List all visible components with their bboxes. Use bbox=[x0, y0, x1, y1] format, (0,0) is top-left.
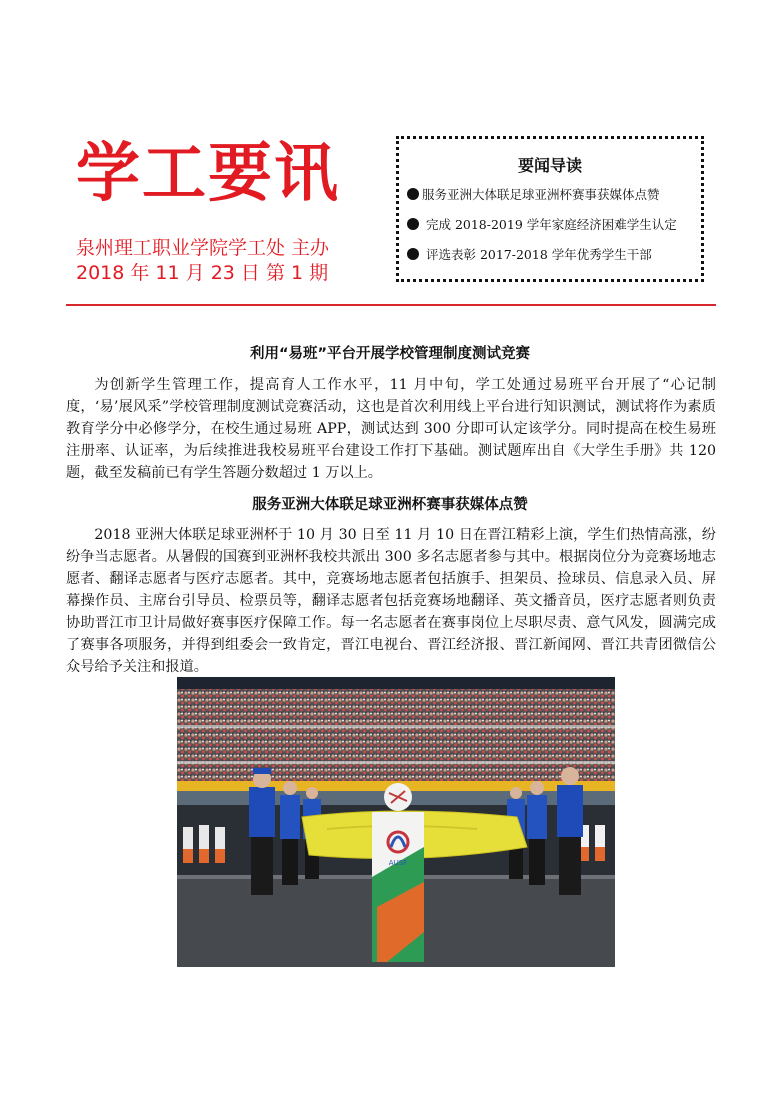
organizer-line: 泉州理工职业学院学工处 主办 bbox=[76, 237, 330, 259]
bullet-icon bbox=[407, 248, 419, 260]
ausf-logo-text: AUSF bbox=[388, 859, 408, 867]
toc-item-label: 评选表彰 2017-2018 学年优秀学生干部 bbox=[422, 247, 652, 262]
news-guide-box bbox=[396, 136, 704, 282]
volunteers-photo bbox=[177, 677, 615, 967]
bullet-icon bbox=[407, 218, 419, 230]
toc-item-label: 服务亚洲大体联足球亚洲杯赛事获媒体点赞 bbox=[422, 187, 660, 202]
news-guide-heading: 要闻导读 bbox=[517, 156, 582, 175]
masthead-title: 学工要讯 bbox=[76, 137, 340, 211]
toc-item[interactable] bbox=[407, 186, 660, 204]
toc-item-label: 完成 2018-2019 学年家庭经济困难学生认定 bbox=[422, 217, 677, 232]
toc-item[interactable] bbox=[407, 216, 677, 234]
bullet-icon bbox=[407, 188, 419, 200]
article-body: 2018 亚洲大体联足球亚洲杯于 10 月 30 日至 11 月 10 日在晋江精彩上演，学生们热情高涨，纷纷争当志愿者。从暑假的国赛到亚洲杯我校共派出 300 多名志愿者参与其中。根据岗位分为竞赛场地志愿者、翻译志愿者与医疗志愿者。其中，竞赛场地志愿者包括旗手、担架员、捡球员、信息录入员、屏幕操作员、主席台引导员、检票员等，翻译志愿者包括竞赛场地翻译、英文播音员，医疗志愿者则负责协助晋江市卫计局做好赛事医疗保障工作。每一名志愿者在赛事岗位上尽职尽责、意气风发，圆满完成了赛事各项服务，并得到组委会一致肯定，晋江电视台、晋江经济报、晋江新闻网、晋江共青团微信公众号给予关注和报道。 bbox=[66, 527, 716, 675]
issue-date-line: 2018 年 11 月 23 日 第 1 期 bbox=[76, 262, 329, 284]
header-divider bbox=[66, 304, 716, 306]
toc-item[interactable] bbox=[407, 246, 652, 264]
article-title: 利用“易班”平台开展学校管理制度测试竞赛 bbox=[249, 346, 531, 362]
article-body: 为创新学生管理工作，提高育人工作水平，11 月中旬，学工处通过易班平台开展了“心记制度，‘易’展风采”学校管理制度测试竞赛活动，这也是首次利用线上平台进行知识测试，测试将作为素质教育学分中必修学分，在校生通过易班 APP，测试达到 300 分即可认定该学分。同时提高在校生易班注册率、认证率，为后续推进我校易班平台建设工作打下基础。测试题库出自《大学生手册》共 120 题，截至发稿前已有学生答题分数超过 1 万以上。 bbox=[66, 377, 716, 481]
article-title: 服务亚洲大体联足球亚洲杯赛事获媒体点赞 bbox=[252, 497, 528, 513]
